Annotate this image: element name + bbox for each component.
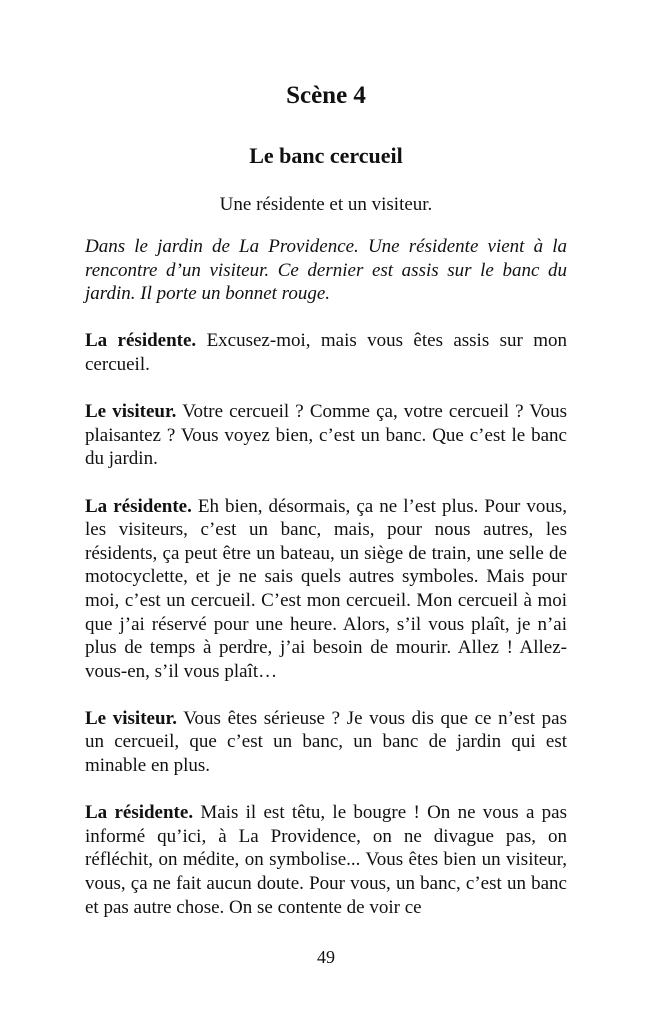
book-page [85,0,567,1035]
dialogue-line [85,400,567,471]
dialogue-line [85,495,567,684]
speaker-name: Le visiteur. [85,707,177,729]
page-number: 49 [317,947,335,967]
dialogue-text: Vous êtes sérieuse ? Je vous dis que ce n’est pas un cercueil, que c’est un banc, un banc de jardin qui est minable en plus. [85,707,567,777]
scene-title: Scène 4 [286,82,366,109]
speaker-name: La résidente. [85,495,192,517]
dialogue-text: Votre cercueil ? Comme ça, votre cercueil ? Vous plaisantez ? Vous voyez bien, c’est un banc. Que c’est le banc du jardin. [85,401,567,470]
stage-direction: Dans le jardin de La Providence. Une résidente vient à la rencontre d’un visiteur. Ce dernier est assis sur le banc du jardin. Il porte un bonnet rouge. [85,236,567,305]
scene-body [85,235,567,943]
scene-characters: Une résidente et un visiteur. [219,194,433,215]
speaker-name: La résidente. [85,802,194,824]
scene-subtitle: Le banc cercueil [249,143,403,168]
speaker-name: La résidente. [85,330,197,352]
dialogue-text: Excusez-moi, mais vous êtes assis sur mon cercueil. [85,330,567,375]
dialogue-line [85,329,567,376]
dialogue-text: Eh bien, désormais, ça ne l’est plus. Pour vous, les visiteurs, c’est un banc, mais, pour nous autres, les résidents, ça peut être un bateau, un siège de train, une selle de motocyclette, et je ne sais quels autres symboles. Mais pour moi, c’est un cercueil. C’est mon cercueil. Mon cercueil à moi que j’ai réservé pour une heure. Alors, s’il vous plaît, je n’ai plus de temps à perdre, j’ai besoin de mourir. Allez ! Allez-vous-en, s’il vous plaît… [85,495,567,682]
dialogue-text: Mais il est têtu, le bougre ! On ne vous a pas informé qu’ici, à La Providence, on ne divague pas, on réfléchit, on médite, on symbolise... Vous êtes bien un visiteur, vous, ça ne fait aucun doute. Pour vous, un banc, c’est un banc et pas autre chose. On se contente de voir ce [85,802,568,918]
dialogue-line [85,707,567,778]
dialogue-line [85,801,567,919]
speaker-name: Le visiteur. [85,401,177,423]
